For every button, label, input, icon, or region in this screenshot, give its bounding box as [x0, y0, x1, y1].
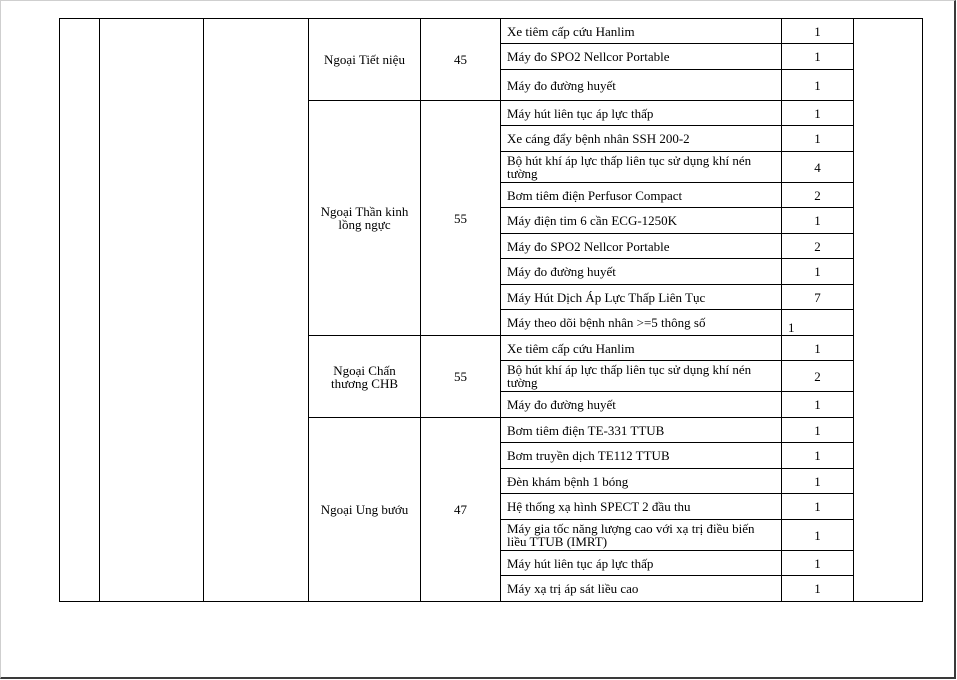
device-name: Bộ hút khí áp lực thấp liên tục sử dụng khí nén tường: [501, 361, 782, 392]
device-quantity: 1: [782, 70, 854, 101]
equipment-table: [59, 18, 923, 602]
device-quantity: 4: [782, 152, 854, 183]
device-name: Bơm tiêm điện Perfusor Compact: [501, 183, 782, 208]
device-quantity: 1: [782, 418, 854, 443]
device-quantity: 1: [782, 126, 854, 152]
bed-count: 47: [421, 418, 501, 602]
device-quantity: 1: [782, 101, 854, 126]
notes-cell: [854, 19, 923, 602]
stt-cell: [60, 19, 100, 602]
department-name: Ngoại Chấn thương CHB: [309, 336, 421, 418]
device-quantity: 1: [782, 310, 854, 336]
device-name: Máy đo đường huyết: [501, 259, 782, 285]
device-quantity: 2: [782, 234, 854, 259]
device-name: Máy đo SPO2 Nellcor Portable: [501, 44, 782, 70]
device-name: Máy gia tốc năng lượng cao với xạ trị điều biến liều TTUB (IMRT): [501, 520, 782, 551]
device-name: Máy hút liên tục áp lực thấp: [501, 551, 782, 576]
device-quantity: 1: [782, 392, 854, 418]
device-name: Máy theo dõi bệnh nhân >=5 thông số: [501, 310, 782, 336]
device-name: Bơm tiêm điện TE-331 TTUB: [501, 418, 782, 443]
device-quantity: 1: [782, 520, 854, 551]
device-quantity: 1: [782, 259, 854, 285]
device-name: Máy đo đường huyết: [501, 70, 782, 101]
device-name: Đèn khám bệnh 1 bóng: [501, 469, 782, 494]
unit-cell: [100, 19, 204, 602]
device-name: Bơm truyền dịch TE112 TTUB: [501, 443, 782, 469]
device-name: Xe tiêm cấp cứu Hanlim: [501, 336, 782, 361]
device-quantity: 2: [782, 183, 854, 208]
device-quantity: 1: [782, 336, 854, 361]
device-name: Bộ hút khí áp lực thấp liên tục sử dụng khí nén tường: [501, 152, 782, 183]
bed-count: 55: [421, 336, 501, 418]
device-name: Máy Hút Dịch Áp Lực Thấp Liên Tục: [501, 285, 782, 310]
device-quantity: 1: [782, 19, 854, 44]
device-name: Máy điện tim 6 cần ECG-1250K: [501, 208, 782, 234]
bed-count: 55: [421, 101, 501, 336]
table-row: [60, 19, 923, 44]
center-cell: [204, 19, 309, 602]
device-quantity: 1: [782, 469, 854, 494]
device-name: Máy đo SPO2 Nellcor Portable: [501, 234, 782, 259]
department-name: Ngoại Thần kinh lồng ngực: [309, 101, 421, 336]
device-quantity: 7: [782, 285, 854, 310]
department-name: Ngoại Tiết niệu: [309, 19, 421, 101]
device-quantity: 1: [782, 551, 854, 576]
device-quantity: 2: [782, 361, 854, 392]
device-name: Máy đo đường huyết: [501, 392, 782, 418]
device-name: Máy xạ trị áp sát liều cao: [501, 576, 782, 602]
device-name: Xe cáng đẩy bệnh nhân SSH 200-2: [501, 126, 782, 152]
device-quantity: 1: [782, 443, 854, 469]
device-name: Hệ thống xạ hình SPECT 2 đầu thu: [501, 494, 782, 520]
department-name: Ngoại Ung bướu: [309, 418, 421, 602]
device-quantity: 1: [782, 44, 854, 70]
device-name: Máy hút liên tục áp lực thấp: [501, 101, 782, 126]
device-quantity: 1: [782, 576, 854, 602]
bed-count: 45: [421, 19, 501, 101]
device-name: Xe tiêm cấp cứu Hanlim: [501, 19, 782, 44]
device-quantity: 1: [782, 494, 854, 520]
device-quantity: 1: [782, 208, 854, 234]
